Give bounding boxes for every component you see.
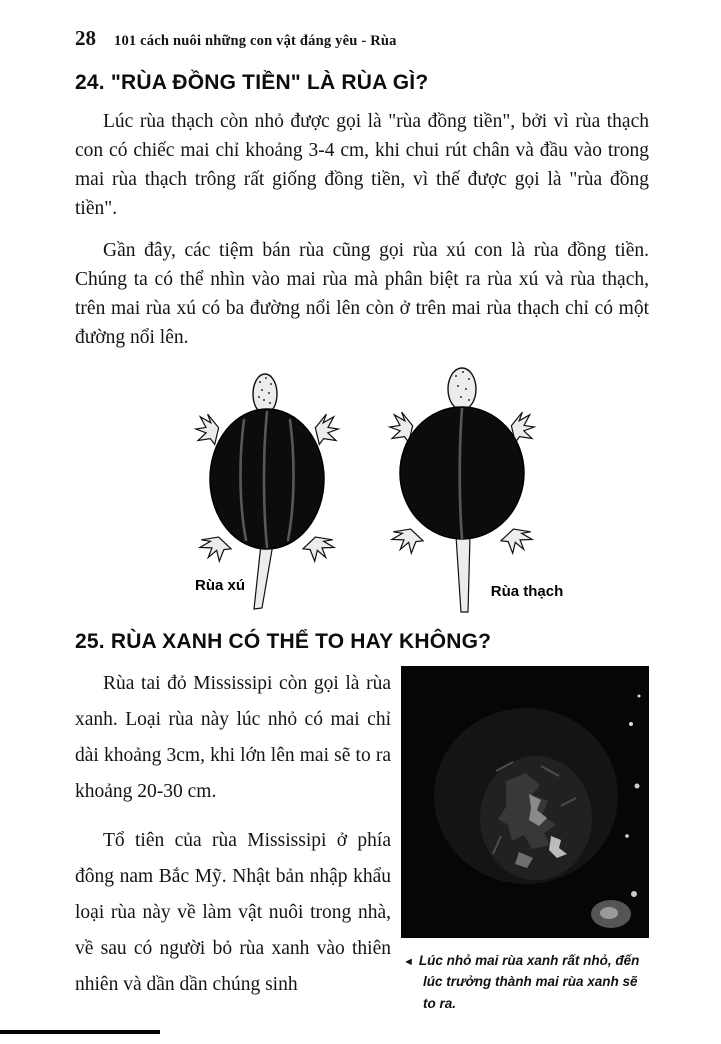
section-25 bbox=[75, 630, 649, 1014]
section-25-photo-column bbox=[401, 666, 649, 1014]
page-number: 28 bbox=[75, 26, 96, 50]
turtle-figure bbox=[142, 362, 582, 614]
photo-caption bbox=[403, 950, 649, 1014]
photo-caption-text: Lúc nhỏ mai rùa xanh rất nhỏ, đến lúc trưởng thành mai rùa xanh sẽ to ra. bbox=[418, 953, 640, 1011]
caption-arrow-icon: ◄ bbox=[403, 956, 414, 968]
section-25-paragraph-2: Tổ tiên của rùa Mississipi ở phía đông nam Bắc Mỹ. Nhật bản nhập khẩu loại rùa này về làm vật nuôi trong nhà, về sau có người bỏ rùa xanh vào thiên nhiên và dần dần chúng sinh bbox=[75, 830, 391, 995]
section-25-text-column bbox=[75, 666, 391, 1014]
bottom-rule bbox=[0, 1030, 160, 1034]
section-24-paragraph-1: Lúc rùa thạch còn nhỏ được gọi là "rùa đồng tiền", bởi vì rùa thạch con có chiếc mai chỉ khoảng 3-4 cm, khi chui rút chân và đầu vào trong mai rùa thạch trông rất giống đồng tiền, vì thế được gọi là "rùa đồng tiền". bbox=[75, 111, 649, 219]
section-24-paragraph-2: Gần đây, các tiệm bán rùa cũng gọi rùa xú con là rùa đồng tiền. Chúng ta có thể nhìn vào mai rùa mà phân biệt ra rùa xú và rùa thạch, trên mai rùa xú có ba đường nổi lên còn ở trên mai rùa thạch chỉ có một đường nổi lên. bbox=[75, 240, 649, 348]
section-24 bbox=[75, 71, 649, 614]
figure-label-rua-xu: Rùa xú bbox=[194, 577, 246, 594]
section-25-columns bbox=[75, 666, 649, 1014]
figure-label-rua-thach: Rùa thạch bbox=[490, 583, 564, 600]
turtle-rua-thach-drawing bbox=[386, 368, 537, 612]
page-header bbox=[75, 26, 649, 51]
turtle-rua-xu-drawing bbox=[192, 374, 341, 609]
turtle-photo bbox=[401, 666, 649, 938]
turtle-line-drawing bbox=[142, 362, 582, 614]
turtle-photo-image bbox=[401, 666, 649, 938]
section-24-heading: 24. "RÙA ĐỒNG TIỀN" LÀ RÙA GÌ? bbox=[75, 71, 429, 94]
running-title: 101 cách nuôi những con vật đáng yêu - Rùa bbox=[114, 33, 397, 49]
section-25-heading: 25. RÙA XANH CÓ THỂ TO HAY KHÔNG? bbox=[75, 630, 492, 653]
section-25-paragraph-1: Rùa tai đỏ Mississipi còn gọi là rùa xanh. Loại rùa này lúc nhỏ có mai chỉ dài khoảng 3cm, khi lớn lên mai sẽ to ra khoảng 20-30 cm. bbox=[75, 673, 391, 802]
